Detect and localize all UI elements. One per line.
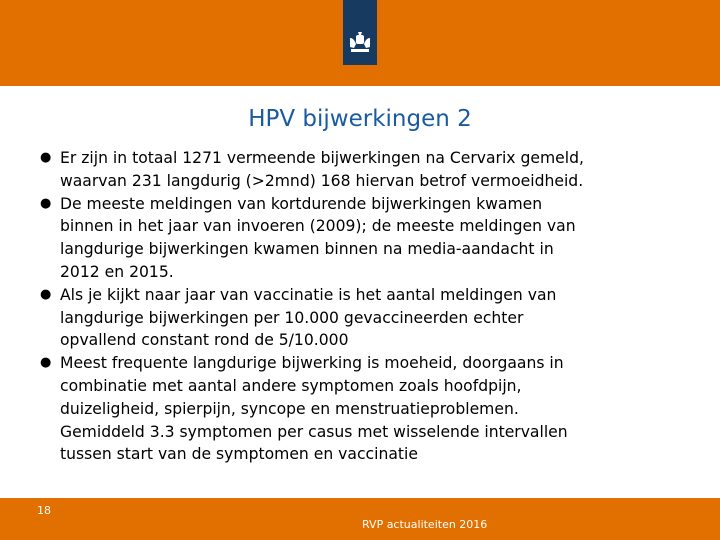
bullet-item: ● Als je kijkt naar jaar van vaccinatie is het aantal meldingen van langdurige bijwerkingen per 10.000 gevaccineerden echter opvallend constant rond de 5/10.000 <box>40 285 557 350</box>
bullet-dot-icon: ● <box>40 195 52 211</box>
bullet-item: ● Meest frequente langdurige bijwerking is moeheid, doorgaans in combinatie met aantal andere symptomen zoals hoofdpijn, duizeligheid, spierpijn, syncope en menstruatieproblemen. Gemiddeld 3.3 symptomen per casus met wisselende intervallen tussen start van de symptomen en vaccinatie <box>40 354 568 464</box>
government-logo <box>343 0 377 65</box>
bullet-dot-icon: ● <box>40 355 52 371</box>
header-bar <box>0 0 720 86</box>
slide-title: HPV bijwerkingen 2 <box>248 106 472 132</box>
footer-text: RVP actualiteiten 2016 <box>362 518 488 531</box>
page-number: 18 <box>37 504 51 517</box>
bullet-dot-icon: ● <box>40 150 52 165</box>
coat-of-arms-icon <box>348 30 372 56</box>
bullet-list <box>40 147 700 466</box>
bullet-dot-icon: ● <box>40 286 52 302</box>
bullet-item: ● De meeste meldingen van kortdurende bijwerkingen kwamen binnen in het jaar van invoeren (2009); de meeste meldingen van langdurige bijwerkingen kwamen binnen na media-aandacht in 2012 en 2015. <box>40 194 576 281</box>
bullet-item: ● Er zijn in totaal 1271 vermeende bijwerkingen na Cervarix gemeld, waarvan 231 langdurig (>2mnd) 168 hiervan betrof vermoeidheid. <box>40 149 584 190</box>
footer-bar <box>0 498 720 540</box>
